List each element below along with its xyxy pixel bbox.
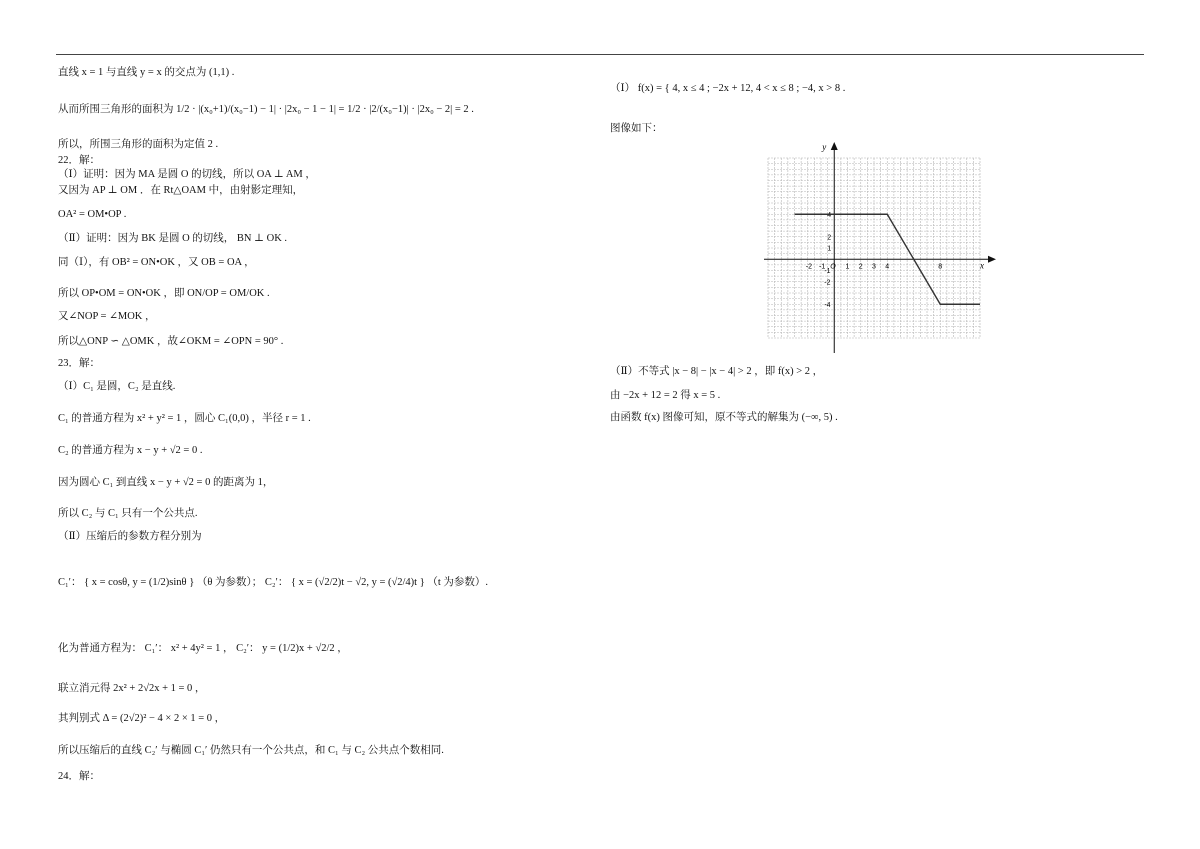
text-line: 因为圆心 C₁ 到直线 x − y + √2 = 0 的距离为 1，	[58, 477, 274, 488]
y-tick-label: 2	[827, 234, 832, 242]
text-line: （Ⅰ）证明：因为 MA 是圆 O 的切线，所以 OA ⊥ AM ，	[58, 169, 316, 180]
y-tick-label: 4	[827, 211, 832, 219]
x-axis-label: x	[980, 260, 984, 271]
text-line: 同（Ⅰ），有 OB² = ON•OK ，又 OB = OA ，	[58, 257, 255, 268]
y-tick-label: -4	[824, 301, 831, 309]
text-line: 其判别式 Δ = (2√2)² − 4 × 2 × 1 = 0 ，	[58, 713, 226, 724]
y-axis-label: y	[822, 142, 827, 152]
x-tick-label: 8	[938, 263, 943, 271]
text-line: 由函数 f(x) 图像可知，原不等式的解集为 (−∞, 5) .	[610, 412, 838, 423]
text-line: （Ⅰ）C₁ 是圆，C₂ 是直线.	[58, 381, 176, 392]
text-line: 又∠NOP = ∠MOK ，	[58, 311, 156, 322]
y-tick-label: 1	[827, 245, 832, 253]
text-line: 所以△ONP ∽ △OMK ，故∠OKM = ∠OPN = 90° .	[58, 336, 284, 347]
x-axis-arrow	[988, 256, 996, 263]
section-heading: 23．解：	[58, 358, 100, 369]
text-line: C₁ 的普通方程为 x² + y² = 1 ，圆心 C₁(0,0) ，半径 r = 1 .	[58, 413, 311, 424]
text-line: 所以，所围三角形的面积为定值 2 .	[58, 139, 219, 150]
function-graph	[760, 140, 1000, 355]
x-tick-label: 1	[845, 263, 850, 271]
y-axis-arrow	[831, 142, 838, 150]
text-line: 所以 C₂ 与 C₁ 只有一个公共点.	[58, 508, 198, 519]
text-line: 所以 OP•OM = ON•OK ，即 ON/OP = OM/OK .	[58, 288, 270, 299]
text-line: 由 −2x + 12 = 2 得 x = 5 .	[610, 390, 721, 401]
text-line: OA² = OM•OP .	[58, 209, 127, 220]
x-tick-label: 4	[885, 263, 890, 271]
text-line: 联立消元得 2x² + 2√2x + 1 = 0 ，	[58, 683, 206, 694]
x-tick-label: 3	[872, 263, 876, 271]
x-tick-label: -2	[805, 263, 812, 271]
graph-caption: 图像如下：	[610, 123, 663, 134]
text-line: （Ⅱ）证明：因为 BK 是圆 O 的切线， BN ⊥ OK .	[58, 233, 288, 244]
header-rule	[56, 54, 1144, 55]
text-line: C₂ 的普通方程为 x − y + √2 = 0 .	[58, 445, 203, 456]
x-tick-label: O	[830, 263, 836, 271]
y-tick-label: -1	[824, 268, 831, 275]
text-line: 从而所围三角形的面积为 1/2 · |(x₀+1)/(x₀−1) − 1| · |2x₀ − 1 − 1| = 1/2 · |2/(x₀−1)| · |2x₀ − 2| = 2 .	[58, 104, 474, 115]
text-line: 直线 x = 1 与直线 y = x 的交点为 (1,1) .	[58, 67, 235, 78]
x-tick-label: -1	[819, 263, 826, 271]
piecewise-definition: （Ⅰ） f(x) = { 4, x ≤ 4 ; −2x + 12, 4 < x ≤ 8 ; −4, x > 8 .	[610, 83, 846, 94]
text-line: C₁′： { x = cosθ, y = (1/2)sinθ } （θ 为参数）； C₂′： { x = (√2/2)t − √2, y = (√2/4)t } （t 为参数）.	[58, 577, 489, 588]
section-heading: 24．解：	[58, 771, 100, 782]
y-tick-label: -2	[824, 279, 831, 287]
text-line: 化为普通方程为： C₁′： x² + 4y² = 1 ， C₂′： y = (1/2)x + √2/2 ，	[58, 643, 348, 654]
text-line: （Ⅱ）压缩后的参数方程分别为	[58, 531, 202, 542]
text-line: （Ⅱ）不等式 |x − 8| − |x − 4| > 2 ，即 f(x) > 2 ，	[610, 366, 824, 377]
x-tick-label: 2	[858, 263, 863, 271]
text-line: 又因为 AP ⊥ OM ．在 Rt△OAM 中，由射影定理知，	[58, 185, 304, 196]
section-heading: 22．解：	[58, 155, 100, 166]
text-line: 所以压缩后的直线 C₂′ 与椭圆 C₁′ 仍然只有一个公共点，和 C₁ 与 C₂ 公共点个数相同.	[58, 745, 444, 756]
